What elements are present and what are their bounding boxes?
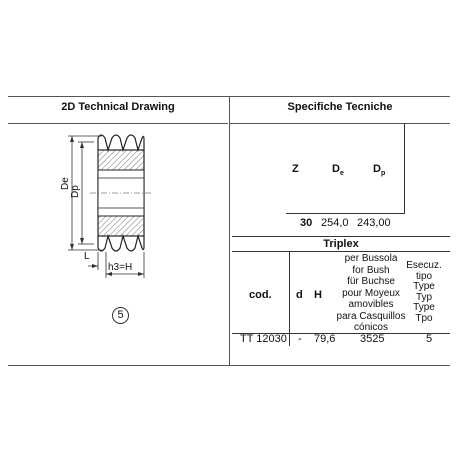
type-line: Esecuz. [406, 260, 442, 271]
spec-box-bottom [286, 213, 405, 214]
label-dp: Dp [70, 185, 81, 198]
row-bush: 3525 [360, 333, 385, 345]
triplex-title: Triplex [323, 238, 359, 250]
spec-box-right [404, 123, 405, 213]
bush-line: cónicos [354, 322, 388, 333]
bush-line: for Bush [352, 264, 390, 276]
spec-value-z: 30 [300, 217, 313, 229]
type-line: tipo [415, 270, 433, 282]
label-h3h: h3=H [108, 262, 133, 273]
col-divider-cod [289, 251, 290, 346]
bush-line: amovibles [348, 299, 394, 310]
type-line: Type [413, 302, 435, 313]
bush-line: pour Moyeux [342, 287, 400, 299]
spec-value-dp: 243,00 [357, 217, 391, 229]
type-line: Type [413, 281, 435, 292]
row-type: 5 [426, 333, 433, 345]
col-header-type [402, 261, 446, 324]
type-line: Typ [415, 291, 433, 303]
spec-value-de: 254,0 [321, 217, 349, 229]
type-line: Tpo [415, 312, 433, 324]
panel-divider [229, 96, 230, 366]
row-h: 79,6 [314, 333, 336, 345]
col-header-d: d [296, 289, 303, 301]
spec-header-dp: $D_p$ [373, 163, 386, 178]
label-l: L [84, 251, 90, 262]
triplex-top-line [232, 236, 450, 237]
row-cod: TT 12030 [240, 333, 287, 345]
type-number-circle [112, 307, 129, 324]
label-de: De [60, 177, 71, 190]
triplex-title-divider [232, 251, 450, 252]
spec-header-z: Z [292, 163, 299, 175]
bush-line: per Bussola [344, 253, 398, 264]
row-d: - [298, 333, 302, 345]
bush-line: para Casquillos [336, 310, 406, 322]
right-panel-title-divider [230, 123, 450, 124]
type-number: 5 [117, 309, 124, 321]
bush-line: für Buchse [347, 276, 395, 287]
left-panel-title-divider [8, 123, 228, 124]
col-header-cod: cod. [249, 289, 272, 301]
left-panel-title: 2D Technical Drawing [61, 101, 175, 113]
spec-header-de: $D_e$ [332, 163, 344, 178]
col-header-h: H [314, 289, 322, 301]
right-panel-title: Specifiche Tecniche [287, 101, 393, 113]
